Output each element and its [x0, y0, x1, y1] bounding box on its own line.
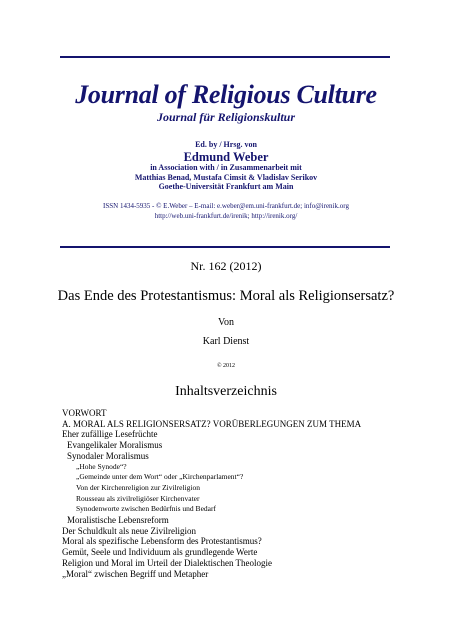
toc-item[interactable]: Moral als spezifische Lebensform des Protestantismus?	[62, 536, 262, 547]
journal-title: Journal of Religious Culture	[75, 80, 377, 109]
article-title: Das Ende des Protestantismus: Moral als Religionsersatz?	[57, 288, 395, 304]
by-label: Von	[218, 317, 234, 328]
association-line: in Association with / in Zusammenarbeit mit	[150, 163, 302, 172]
toc-item[interactable]: Moralistische Lebensreform	[67, 515, 169, 526]
journal-subtitle: Journal für Religionskultur	[156, 110, 296, 124]
toc-item[interactable]: Eher zufällige Lesefrüchte	[62, 429, 158, 440]
toc-item[interactable]: „Moral“ zwischen Begriff und Metapher	[62, 568, 209, 579]
header-rule-top	[60, 56, 390, 58]
toc-item[interactable]: Von der Kirchenreligion zur Zivilreligion	[76, 482, 200, 492]
association-line: Goethe-Universität Frankfurt am Main	[158, 182, 294, 191]
toc-item[interactable]: Der Schuldkult als neue Zivilreligion	[62, 525, 196, 536]
toc-item[interactable]: „Hohe Synode“?	[76, 461, 127, 471]
association-line: Matthias Benad, Mustafa Cimsit & Vladislav Serikov	[134, 172, 318, 182]
toc-item[interactable]: A. MORAL ALS RELIGIONSERSATZ? VORÜBERLEGUNGEN ZUM THEMA	[62, 418, 362, 429]
toc-item[interactable]: Rousseau als zivilreligiöser Kirchenvater	[76, 493, 200, 503]
toc-item[interactable]: Religion und Moral im Urteil der Dialektischen Theologie	[62, 557, 273, 568]
toc-item[interactable]: VORWORT	[62, 408, 107, 418]
toc-item[interactable]: Gemüt, Seele und Individuum als grundlegende Werte	[62, 547, 258, 558]
header-rule-bottom	[60, 246, 390, 248]
issn-line: ISSN 1434-5935 - © E.Weber – E-mail: e.weber@em.uni-frankfurt.de; info@irenik.org	[103, 202, 349, 210]
issn-block	[0, 201, 452, 221]
copyright-note: © 2012	[216, 363, 236, 369]
editor-name: Edmund Weber	[183, 150, 269, 164]
website-links[interactable]: http://web.uni-frankfurt.de/irenik; http://irenik.org/	[154, 212, 298, 220]
toc-item[interactable]: Evangelikaler Moralismus	[67, 440, 163, 451]
author-name: Karl Dienst	[202, 336, 250, 347]
association-block	[0, 163, 452, 192]
editor-label: Ed. by / Hrsg. von	[195, 140, 257, 149]
toc-item[interactable]: Synodenworte zwischen Bedürfnis und Bedarf	[76, 504, 216, 514]
table-of-contents	[62, 408, 442, 579]
toc-item[interactable]: „Gemeinde unter dem Wort“ oder „Kirchenparlament“?	[76, 472, 244, 482]
toc-heading: Inhaltsverzeichnis	[175, 384, 277, 399]
issue-number: Nr. 162 (2012)	[190, 259, 262, 273]
toc-item[interactable]: Synodaler Moralismus	[67, 450, 149, 461]
